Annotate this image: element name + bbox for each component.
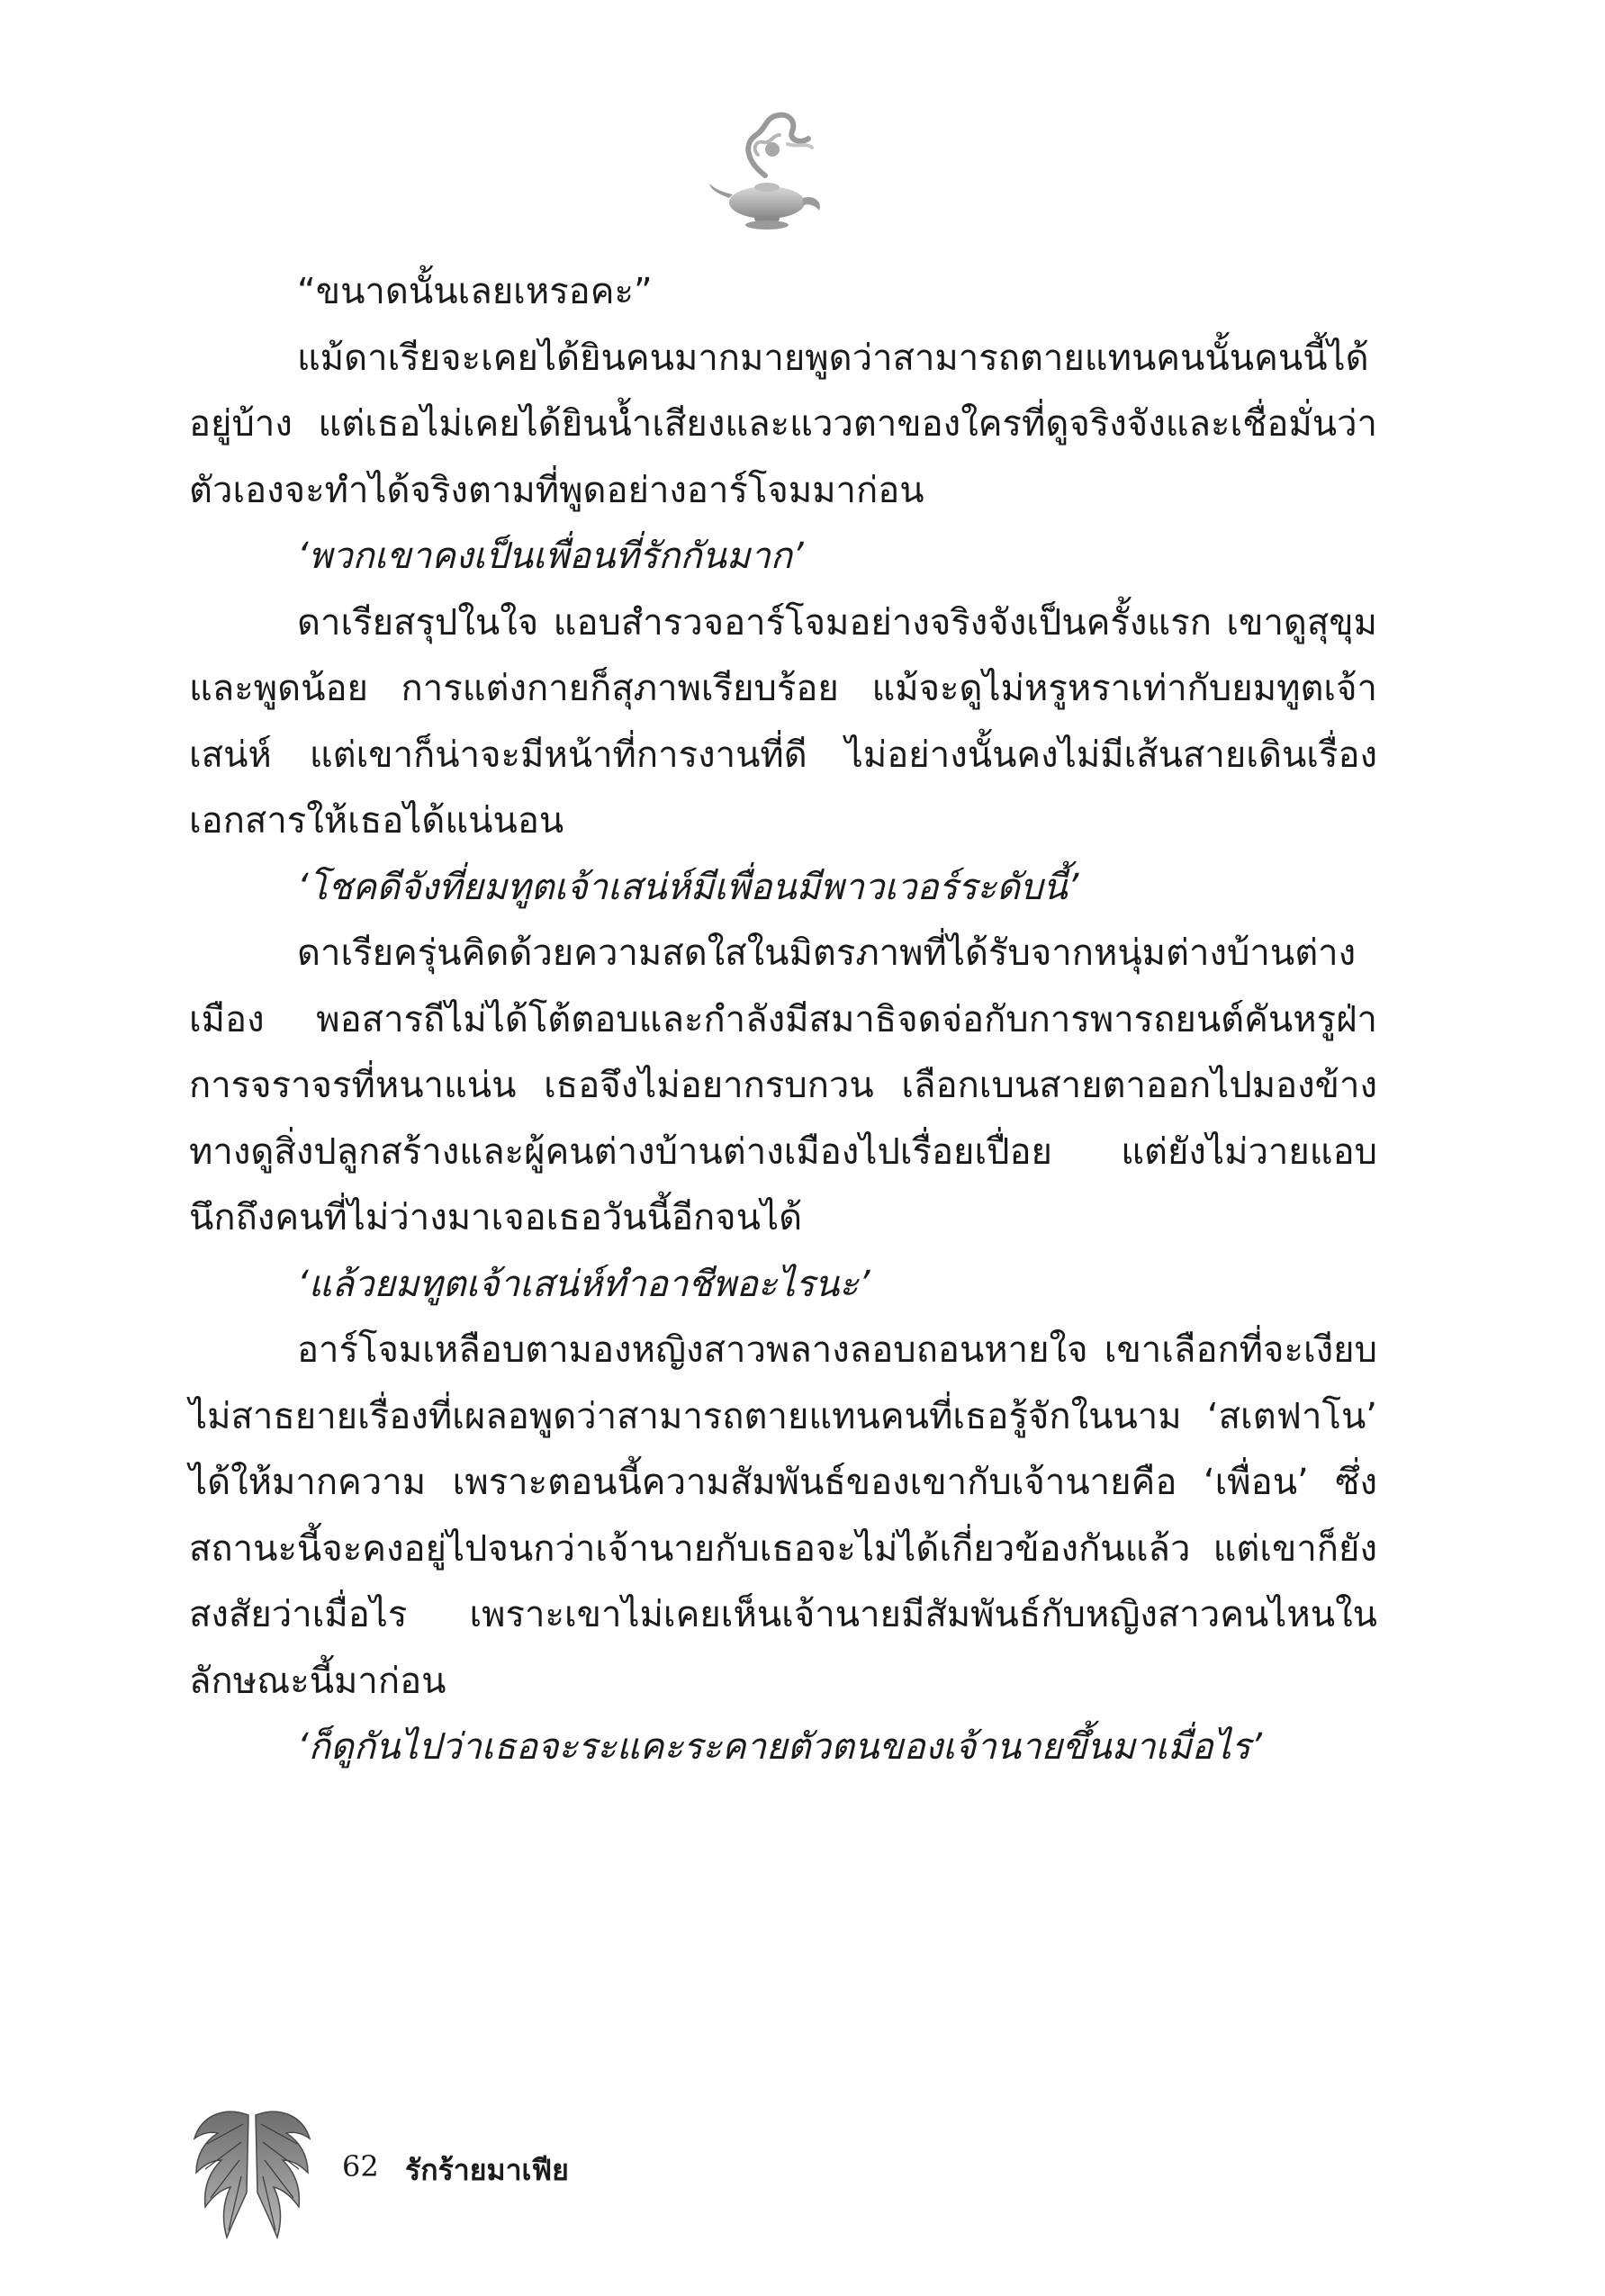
- paragraph-thought: ‘พวกเขาคงเป็นเพื่อนที่รักกันมาก’: [297, 536, 804, 577]
- paragraph-thought: ‘ก็ดูกันไปว่าเธอจะระแคะระคายตัวตนของเจ้านายขึ้นมาเมื่อไร’: [297, 1726, 1262, 1768]
- paragraph: อาร์โจมเหลือบตามองหญิงสาวพลางลอบถอนหายใจ เขาเลือกที่จะเงียบ ไม่สาธยายเรื่องที่เผลอพูดว่าสามารถตายแทนคนที่เธอรู้จักในนาม ‘สเตฟาโน’ ได้ให้มากความ เพราะตอนนี้ความสัมพันธ์ของเขากับเจ้านายคือ ‘เพื่อน’ ซึ่งสถานะนี้จะคงอยู่ไปจนกว่าเจ้านายกับเธอจะไม่ได้เกี่ยวข้องกันแล้ว แต่เขาก็ยังสงสัยว่าเมื่อไร เพราะเขาไม่เคยเห็นเจ้านายมีสัมพันธ์กับหญิงสาวคนไหนในลักษณะนี้มาก่อน: [189, 1329, 1377, 1702]
- paragraph-thought: ‘แล้วยมทูตเจ้าเสน่ห์ทำอาชีพอะไรนะ’: [297, 1263, 870, 1305]
- paragraph-dialog: “ขนาดนั้นเลยเหรอคะ”: [297, 271, 653, 312]
- paragraph: แม้ดาเรียจะเคยได้ยินคนมากมายพูดว่าสามารถตายแทนคนนั้นคนนี้ได้อยู่บ้าง แต่เธอไม่เคยได้ยินน้ำเสียงและแววตาของใครที่ดูจริงจังและเชื่อมั่นว่าตัวเองจะทำได้จริงตามที่พูดอย่างอาร์โจมมาก่อน: [189, 337, 1377, 511]
- page-number: 62: [342, 2149, 379, 2183]
- paragraph: ดาเรียครุ่นคิดด้วยความสดใสในมิตรภาพที่ได้รับจากหนุ่มต่างบ้านต่างเมือง พอสารถีไม่ได้โต้ตอบและกำลังมีสมาธิจดจ่อกับการพารถยนต์คันหรูฝ่าการจราจรที่หนาแน่น เธอจึงไม่อยากรบกวน เลือกเบนสายตาออกไปมองข้างทางดูสิ่งปลูกสร้างและผู้คนต่างบ้านต่างเมืองไปเรื่อยเปื่อย แต่ยังไม่วายแอบนึกถึงคนที่ไม่ว่างมาเจอเธอวันนี้อีกจนได้: [189, 932, 1377, 1238]
- paragraph-thought: ‘โชคดีจังที่ยมทูตเจ้าเสน่ห์มีเพื่อนมีพาวเวอร์ระดับนี้’: [297, 866, 1079, 908]
- body-text: [189, 259, 1377, 1781]
- paragraph: ดาเรียสรุปในใจ แอบสำรวจอาร์โจมอย่างจริงจังเป็นครั้งแรก เขาดูสุขุม และพูดน้อย การแต่งกายก็สุภาพเรียบร้อย แม้จะดูไม่หรูหราเท่ากับยมทูตเจ้าเสน่ห์ แต่เขาก็น่าจะมีหน้าที่การงานที่ดี ไม่อย่างนั้นคงไม่มีเส้นสายเดินเรื่องเอกสารให้เธอได้แน่นอน: [189, 601, 1377, 842]
- page-footer: [189, 2097, 819, 2250]
- book-title: รักร้ายมาเฟีย: [405, 2153, 569, 2187]
- genie-lamp-icon: [702, 108, 837, 243]
- angel-wings-icon: [189, 2097, 315, 2250]
